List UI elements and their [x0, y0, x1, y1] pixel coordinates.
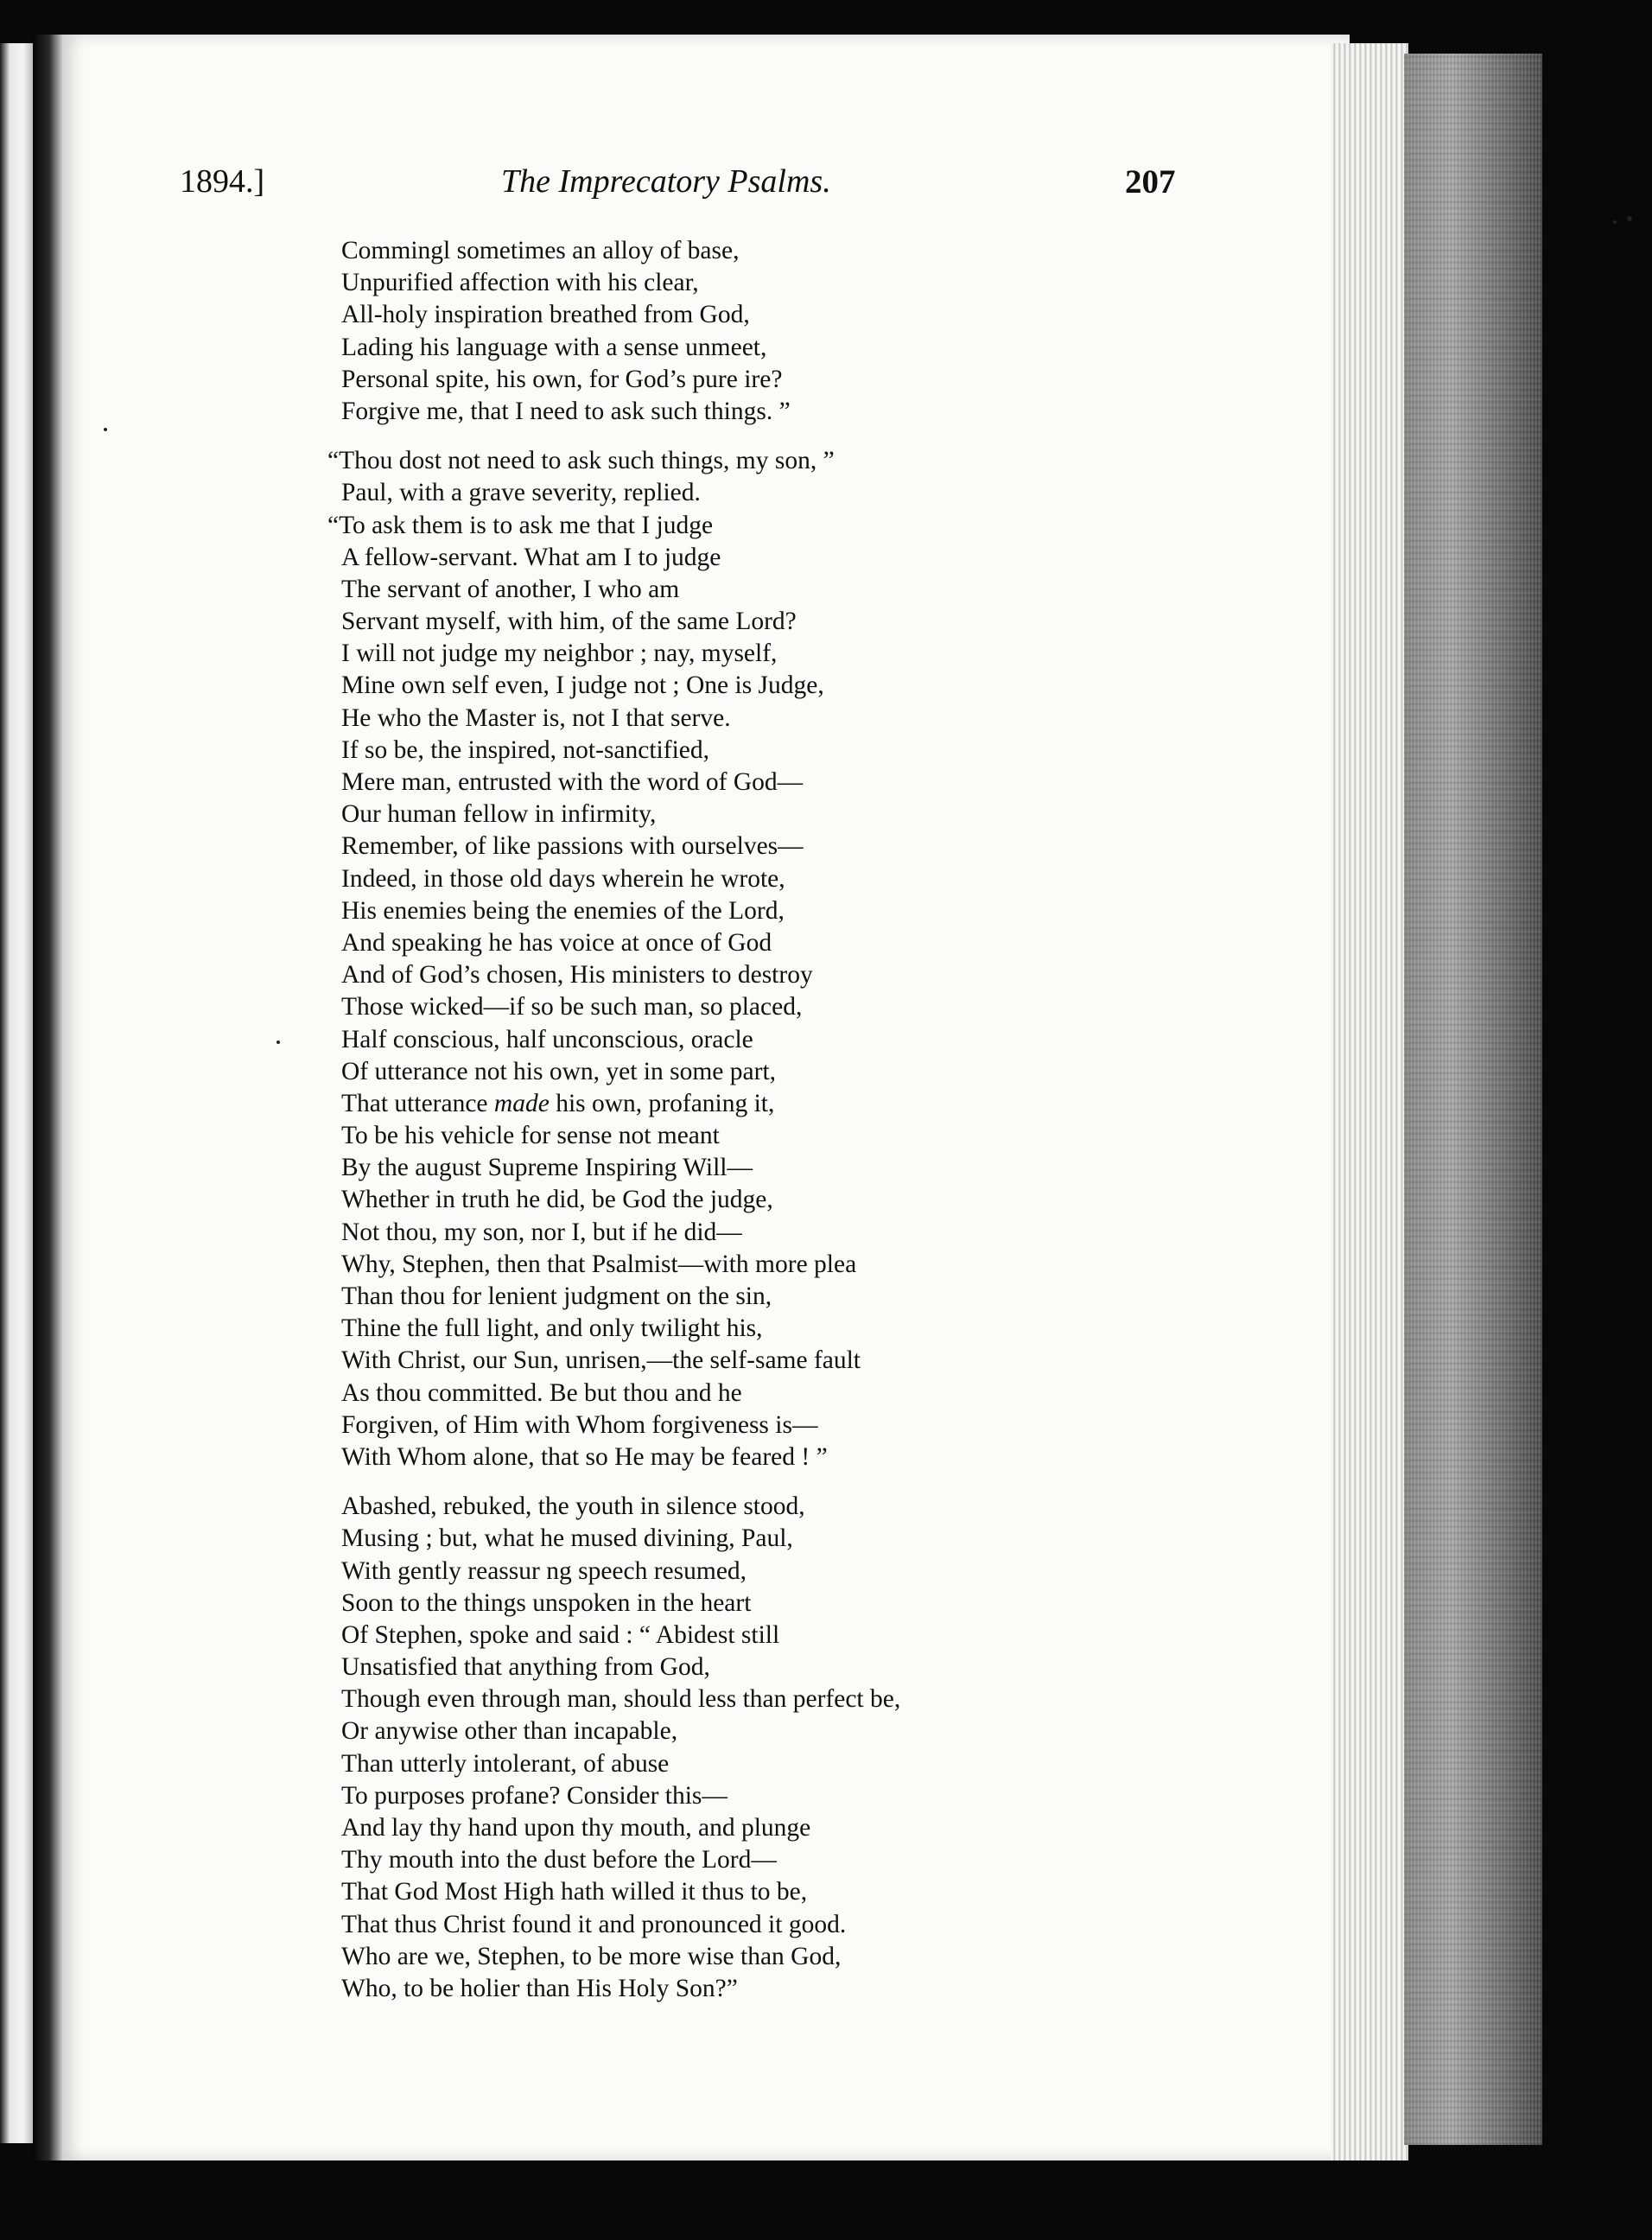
poem-line: Of utterance not his own, yet in some part,	[341, 1057, 777, 1085]
poem-line: The servant of another, I who am	[341, 575, 680, 603]
left-page-edge	[0, 43, 33, 2143]
poem-line: Those wicked—if so be such man, so placed,	[341, 993, 803, 1021]
poem-line: Half conscious, half unconscious, oracle	[341, 1025, 753, 1053]
poem-line: Not thou, my son, nor I, but if he did—	[341, 1218, 742, 1246]
stanza	[341, 235, 1119, 428]
poem-line: That utterance made his own, profaning it,	[341, 1089, 775, 1117]
poem-line: Commingl sometimes an alloy of base,	[341, 237, 740, 264]
poem-line: All-holy inspiration breathed from God,	[341, 301, 750, 329]
poem-line: Mere man, entrusted with the word of God—	[341, 768, 804, 796]
poem-line: By the august Supreme Inspiring Will—	[341, 1154, 753, 1182]
running-head-title: The Imprecatory Psalms.	[501, 163, 831, 200]
scan-speck	[104, 428, 107, 431]
poem-line: Indeed, in those old days wherein he wrote,	[341, 864, 785, 893]
poem-line: Of Stephen, spoke and said : “ Abidest still	[341, 1620, 780, 1649]
book-gutter	[33, 35, 62, 2160]
poem-line: Our human fellow in infirmity,	[341, 800, 657, 829]
poem-line: Personal spite, his own, for God’s pure ire?	[341, 365, 783, 393]
poem-line: Than thou for lenient judgment on the sin,	[341, 1282, 772, 1310]
poem-line: Mine own self even, I judge not ; One is Judge,	[341, 671, 824, 700]
poem-line: That thus Christ found it and pronounced it good.	[341, 1910, 847, 1938]
poem-line: “To ask them is to ask me that I judge	[327, 511, 714, 539]
page-number: 207	[1125, 163, 1176, 200]
poem-line: And lay thy hand upon thy mouth, and plunge	[341, 1814, 811, 1842]
poem-line: Than utterly intolerant, of abuse	[341, 1749, 670, 1778]
scan-speck	[276, 1040, 280, 1044]
scan-speck	[1627, 216, 1632, 221]
poem-line: Who, to be holier than His Holy Son?”	[341, 1974, 738, 2002]
poem-line: Lading his language with a sense unmeet,	[341, 333, 767, 361]
poem-line: Unpurified affection with his clear,	[341, 269, 699, 297]
poem-line: And of God’s chosen, His ministers to destroy	[341, 961, 813, 990]
poem-line: With Whom alone, that so He may be feared ! ”	[341, 1442, 828, 1471]
poem-line: Thine the full light, and only twilight his,	[341, 1314, 763, 1343]
stanza	[327, 445, 1119, 1473]
poem-line: With Christ, our Sun, unrisen,—the self-same fault	[341, 1346, 861, 1375]
poem-line: Or anywise other than incapable,	[341, 1717, 678, 1746]
poem-line: A fellow-servant. What am I to judge	[341, 543, 721, 571]
poem-line: Thy mouth into the dust before the Lord—	[341, 1846, 777, 1874]
poem-line: Why, Stephen, then that Psalmist—with more plea	[341, 1250, 857, 1278]
poem-line: I will not judge my neighbor ; nay, myself,	[341, 640, 778, 668]
stanza	[341, 1491, 1119, 2005]
poem-text	[327, 235, 1119, 2005]
poem-line: Whether in truth he did, be God the judge,	[341, 1186, 773, 1214]
poem-line: Who are we, Stephen, to be more wise than God,	[341, 1942, 842, 1970]
poem-line: “Thou dost not need to ask such things, my son, ”	[327, 447, 835, 475]
page-stack-edge	[1331, 43, 1408, 2160]
poem-line: If so be, the inspired, not-sanctified,	[341, 735, 709, 764]
poem-line: Forgive me, that I need to ask such things. ”	[341, 397, 791, 425]
poem-line: Forgiven, of Him with Whom forgiveness is—	[341, 1410, 818, 1439]
poem-line: Musing ; but, what he mused divining, Paul,	[341, 1524, 793, 1553]
poem-line: With gently reassur ng speech resumed,	[341, 1556, 747, 1585]
poem-line: He who the Master is, not I that serve.	[341, 703, 731, 732]
poem-line: Unsatisfied that anything from God,	[341, 1653, 710, 1682]
poem-line: Servant myself, with him, of the same Lord?	[341, 608, 797, 636]
scan-speck	[1613, 220, 1617, 224]
poem-line: And speaking he has voice at once of God	[341, 928, 772, 957]
poem-line: As thou committed. Be but thou and he	[341, 1378, 742, 1407]
poem-line: Abashed, rebuked, the youth in silence stood,	[341, 1492, 805, 1521]
poem-line: That God Most High hath willed it thus to be,	[341, 1878, 808, 1906]
poem-line: To be his vehicle for sense not meant	[341, 1122, 720, 1150]
poem-line: Paul, with a grave severity, replied.	[341, 479, 701, 507]
book-fore-edge	[1404, 54, 1542, 2145]
poem-line: Soon to the things unspoken in the heart	[341, 1588, 752, 1617]
poem-line: His enemies being the enemies of the Lord,	[341, 896, 785, 925]
italic-word: made	[493, 1089, 550, 1117]
running-head-year: 1894.]	[180, 163, 265, 200]
poem-line: Remember, of like passions with ourselves—	[341, 832, 804, 861]
poem-line: Though even through man, should less than perfect be,	[341, 1685, 901, 1714]
poem-line: To purposes profane? Consider this—	[341, 1781, 728, 1810]
